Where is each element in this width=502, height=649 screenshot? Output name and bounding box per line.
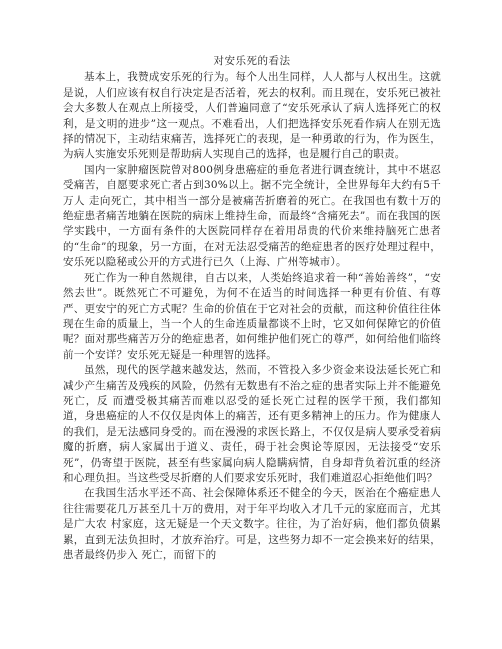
paragraph-4: 虽然，现代的医学越来越发达，然而，不管投入多少资金来设法延长死亡和减少产生痛苦及残疾的风险，仍然有无数患有不治之症的患者实际上并不能避免死亡，反 而遭受极其痛苦而难以忍受的延长死亡过程的医学干预，我们都知道，身患癌症的人不仅仅是肉体上的痛苦，还有更多精神上的压力。作为健康人的我们，是无法感同身受的。而在漫漫的求医长路上，不仅仅是病人要承受着病魔的折磨，病人家属出于道义、责任，碍于社会舆论等原因，无法接受“安乐死”，仍寄望于医院，甚至有些家属向病人隐瞒病情，自身却背负着沉重的经济和心理负担。当这些受尽折磨的人们要求安乐死时，我们难道忍心拒绝他们吗？ <box>63 364 441 484</box>
paragraph-5: 在我国生活水平还不高、社会保障体系还不健全的今天，医治在个癌症患人往往需要花几万甚至几十万的费用，对于年平均收入才几千元的家庭而言，尤其是广大农 村家庭，这无疑是一个天文数字。往往，为了治好病，他们都负债累累，直到无法负担时，才放弃治疗。可是，这些努力却不一定会换来好的结果，患者最终仍步入 死亡，而留下的 <box>63 487 441 561</box>
paragraph-1: 基本上，我赞成安乐死的行为。每个人出生同样，人人都与人权出生。这就是说，人们应该有权自行决定是否活着，死去的权利。而且现在，安乐死已被社会大多数人在观点上所接受，人们普遍同意了“安乐死承认了病人选择死亡的权利，是文明的进步”这一观点。不难看出，人们把选择安乐死看作病人在别无选择的情况下，主动结束痛苦，选择死亡的表现，是一种勇敢的行为，作为医生，为病人实施安乐死则是帮助病人实现自己的选择，也是履行自己的职责。 <box>63 71 441 161</box>
essay-body <box>63 54 441 563</box>
essay-title: 对安乐死的看法 <box>213 55 291 67</box>
paragraph-2: 国内一家肿瘤医院曾对800例身患癌症的垂危者进行调查统计，其中不堪忍受痛苦，自愿要求死亡者占到30%以上。据不完全统计，全世界每年大约有5千万人 走向死亡，其中相当一部分是被痛苦折磨着的死亡。在我国也有数十万的绝症患者痛苦地躺在医院的病床上维持生命，而最终“含痛死去”。而在我国的医学实践中，一方面有条件的大医院同样存在着用昂贵的代价来维持脑死亡患者的“生命”的现象，另一方面，在对无法忍受痛苦的绝症患者的医疗处理过程中，安乐死以隐秘或公开的方式进行已久（上海、广州等城市）。 <box>63 163 441 269</box>
paragraph-3: 死亡作为一种自然规律，自古以来，人类始终追求着一种“善始善终”，“安然去世”。既然死亡不可避免，为何不在适当的时间选择一种更有价值、有尊严、更安宁的死亡方式呢？生命的价值在于它对社会的贡献，而这种价值往往体现在生命的质量上，当一个人的生命连质量都谈不上时，它又如何保障它的价值呢？面对那些痛苦万分的绝症患者，如何维护他们死亡的尊严，如何给他们临终前一个安详？安乐死无疑是一种理智的选择。 <box>63 271 441 361</box>
